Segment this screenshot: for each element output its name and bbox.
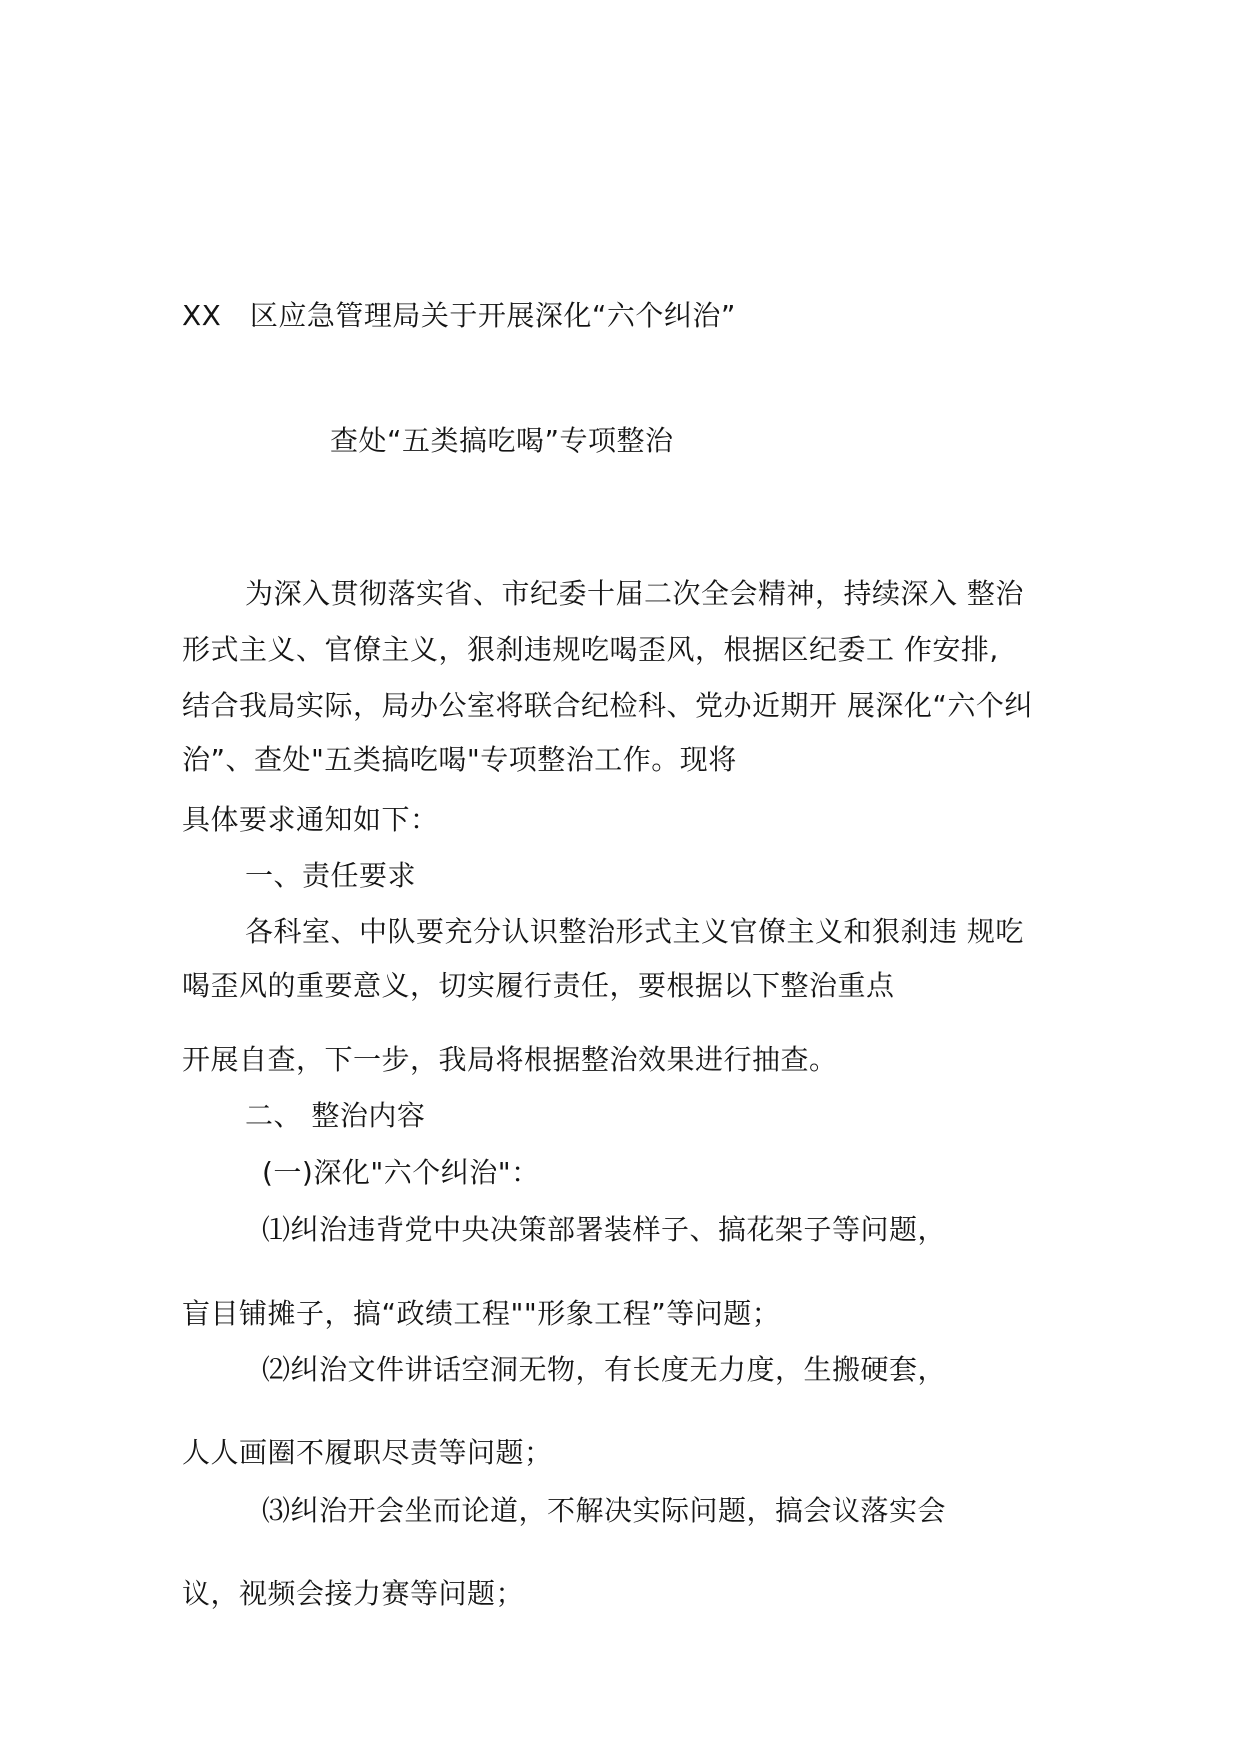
body-paragraph-line: 具体要求通知如下： xyxy=(182,803,439,836)
section-heading-responsibility: 一、责任要求 xyxy=(245,859,417,892)
list-item-line: ⑶纠治开会坐而论道，不解决实际问题，搞会议落实会 xyxy=(262,1494,947,1527)
body-paragraph-line: 喝歪风的重要意义，切实履行责任，要根据以下整治重点 xyxy=(182,969,895,1002)
body-paragraph-line: 为深入贯彻落实省、市纪委十届二次全会精神，持续深入 整治 xyxy=(245,577,1024,610)
list-item-line: ⑴纠治违背党中央决策部署装样子、搞花架子等问题， xyxy=(262,1213,947,1246)
body-paragraph-line: 治”、查处"五类搞吃喝"专项整治工作。现将 xyxy=(182,743,737,776)
body-paragraph-line: 开展自查，下一步，我局将根据整治效果进行抽查。 xyxy=(182,1043,838,1076)
document-title-line-2: 查处“五类搞吃喝”专项整治 xyxy=(330,424,674,457)
section-heading-content: 二、 整治内容 xyxy=(245,1099,426,1132)
document-title-line-1: XX 区应急管理局关于开展深化“六个纠治” xyxy=(182,299,736,332)
list-item-line: 盲目铺摊子，搞“政绩工程""形象工程”等问题； xyxy=(182,1297,781,1330)
list-item-line: 人人画圈不履职尽责等问题； xyxy=(182,1436,553,1469)
body-paragraph-line: 各科室、中队要充分认识整治形式主义官僚主义和狠刹违 规吃 xyxy=(245,915,1024,948)
body-paragraph-line: 形式主义、官僚主义，狠刹违规吃喝歪风，根据区纪委工 作安排, xyxy=(182,633,999,666)
body-paragraph-line: 结合我局实际，局办公室将联合纪检科、党办近期开 展深化“六个纠 xyxy=(182,689,1033,722)
list-item-line: ⑵纠治文件讲话空洞无物，有长度无力度，生搬硬套， xyxy=(262,1353,947,1386)
subsection-heading: (一)深化"六个纠治"： xyxy=(262,1156,540,1189)
list-item-line: 议，视频会接力赛等问题； xyxy=(182,1577,525,1610)
